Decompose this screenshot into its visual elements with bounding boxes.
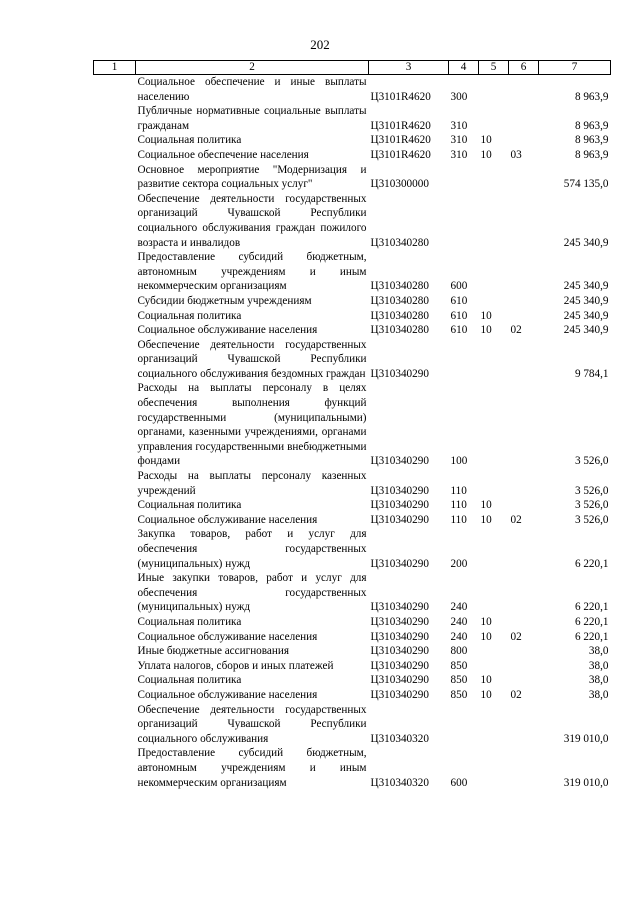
table-row: [94, 309, 611, 324]
table-row: [94, 571, 611, 615]
line-name: Публичные нормативные социальные выплаты гражданам: [137, 105, 367, 132]
amount: 38,0: [588, 688, 609, 701]
page-number: 202: [310, 37, 330, 52]
table-row: [94, 192, 611, 250]
table-row: [94, 469, 611, 498]
line-name: Расходы на выплаты персоналу в целях обеспечения выполнения функций государственными (муниципальными) органами, казенными учреждениями, органами управления государственными внебюджетными фондами: [137, 382, 367, 468]
section-code: 10: [480, 499, 492, 512]
section-code: 10: [480, 674, 492, 687]
empty-cell: [94, 513, 136, 528]
empty-cell: [94, 659, 136, 674]
section-code: 10: [480, 148, 492, 161]
budget-table: [93, 60, 611, 790]
column-number-6: 6: [509, 61, 539, 75]
amount: 245 340,9: [563, 309, 609, 322]
line-name: Социальное обеспечение населения: [137, 148, 309, 161]
amount: 3 526,0: [574, 513, 609, 526]
empty-cell: [94, 75, 136, 105]
line-name: Закупка товаров, работ и услуг для обеспечения государственных (муниципальных) нужд: [137, 528, 367, 570]
subsection-code: [509, 644, 539, 659]
subsection-code: [509, 309, 539, 324]
table-row: [94, 659, 611, 674]
amount: 38,0: [588, 659, 609, 672]
amount: 6 220,1: [574, 557, 609, 570]
line-name: Социальное обслуживание населения: [137, 324, 318, 337]
subsection-code: [509, 133, 539, 148]
target-code: Ц310340280: [370, 236, 429, 249]
target-code: Ц310340290: [370, 630, 429, 643]
empty-cell: [94, 688, 136, 703]
amount: 8 963,9: [574, 90, 609, 103]
amount: 3 526,0: [574, 499, 609, 512]
amount: 6 220,1: [574, 630, 609, 643]
expense-type-code: [449, 192, 479, 250]
table-row: [94, 513, 611, 528]
line-name: Расходы на выплаты персоналу казенных учреждений: [137, 470, 367, 497]
target-code: Ц310340320: [370, 776, 429, 789]
table-row: [94, 250, 611, 294]
target-code: Ц3101R4620: [370, 148, 431, 161]
table-row: [94, 294, 611, 309]
column-number-5: 5: [479, 61, 509, 75]
line-name: Социальная политика: [137, 499, 242, 512]
table-row: [94, 498, 611, 513]
expense-type-code: 850: [450, 688, 468, 701]
expense-type-code: 110: [450, 484, 467, 497]
expense-type-code: 600: [450, 776, 468, 789]
line-name: Уплата налогов, сборов и иных платежей: [137, 659, 334, 672]
amount: 245 340,9: [563, 236, 609, 249]
column-number-1: 1: [94, 61, 136, 75]
subsection-code: [509, 469, 539, 498]
section-code: 10: [480, 134, 492, 147]
target-code: Ц310340290: [370, 484, 429, 497]
subsection-code: [509, 163, 539, 192]
empty-cell: [94, 615, 136, 630]
expense-type-code: 600: [450, 280, 468, 293]
table-row: [94, 104, 611, 133]
empty-cell: [94, 250, 136, 294]
section-code: 10: [480, 513, 492, 526]
empty-cell: [94, 381, 136, 469]
amount: 245 340,9: [563, 294, 609, 307]
empty-cell: [94, 630, 136, 645]
column-number-4: 4: [449, 61, 479, 75]
amount: 8 963,9: [574, 134, 609, 147]
empty-cell: [94, 148, 136, 163]
table-row: [94, 527, 611, 571]
target-code: Ц3101R4620: [370, 119, 431, 132]
empty-cell: [94, 163, 136, 192]
target-code: Ц310340280: [370, 309, 429, 322]
column-number-row: [94, 61, 611, 75]
section-code: [479, 192, 509, 250]
section-code: [479, 469, 509, 498]
section-code: 10: [480, 688, 492, 701]
line-name: Предоставление субсидий бюджетным, автономным учреждениям и иным некоммерческим организациям: [137, 251, 367, 293]
subsection-code: [509, 498, 539, 513]
section-code: [479, 571, 509, 615]
line-name: Социальное обслуживание населения: [137, 513, 318, 526]
expense-type-code: 610: [450, 309, 468, 322]
table-row: [94, 644, 611, 659]
line-name: Социальная политика: [137, 615, 242, 628]
empty-cell: [94, 498, 136, 513]
amount: 3 526,0: [574, 484, 609, 497]
subsection-code: [509, 659, 539, 674]
expense-type-code: 310: [450, 119, 468, 132]
amount: 319 010,0: [563, 776, 609, 789]
table-row: [94, 148, 611, 163]
subsection-code: [509, 527, 539, 571]
expense-type-code: 100: [450, 455, 468, 468]
amount: 38,0: [588, 674, 609, 687]
empty-cell: [94, 469, 136, 498]
line-name: Основное мероприятие "Модернизация и развитие сектора социальных услуг": [137, 163, 367, 191]
empty-cell: [94, 323, 136, 338]
subsection-code: [509, 75, 539, 105]
subsection-code: 03: [510, 148, 522, 161]
subsection-code: [509, 338, 539, 382]
subsection-code: [509, 381, 539, 469]
amount: 574 135,0: [563, 178, 609, 191]
empty-cell: [94, 338, 136, 382]
line-name: Социальная политика: [137, 309, 242, 322]
empty-cell: [94, 133, 136, 148]
table-row: [94, 673, 611, 688]
line-name: Социальное обеспечение и иные выплаты населению: [137, 76, 367, 103]
section-code: [479, 527, 509, 571]
expense-type-code: 240: [450, 601, 468, 614]
expense-type-code: 610: [450, 294, 468, 307]
table-row: [94, 338, 611, 382]
section-code: [479, 250, 509, 294]
table-row: [94, 746, 611, 790]
table-row: [94, 688, 611, 703]
line-name: Обеспечение деятельности государственных организаций Чувашской Республики социального обслуживания: [137, 703, 367, 745]
expense-type-code: [449, 338, 479, 382]
line-name: Социальное обслуживание населения: [137, 688, 318, 701]
subsection-code: 02: [510, 688, 522, 701]
section-code: [479, 338, 509, 382]
target-code: Ц310340280: [370, 324, 429, 337]
table-row: [94, 133, 611, 148]
empty-cell: [94, 746, 136, 790]
table-row: [94, 381, 611, 469]
target-code: Ц310340290: [370, 615, 429, 628]
line-name: Обеспечение деятельности государственных организаций Чувашской Республики социального обслуживания граждан пожилого возраста и инвалидов: [137, 192, 367, 249]
expense-type-code: 240: [450, 615, 468, 628]
table-row: [94, 703, 611, 747]
subsection-code: [509, 192, 539, 250]
amount: 38,0: [588, 645, 609, 658]
target-code: Ц310340320: [370, 732, 429, 745]
table-row: [94, 615, 611, 630]
target-code: Ц310340280: [370, 294, 429, 307]
subsection-code: [509, 703, 539, 747]
subsection-code: [509, 104, 539, 133]
target-code: Ц310340290: [370, 601, 429, 614]
target-code: Ц310340290: [370, 674, 429, 687]
empty-cell: [94, 294, 136, 309]
subsection-code: [509, 294, 539, 309]
amount: 3 526,0: [574, 455, 609, 468]
section-code: [479, 104, 509, 133]
subsection-code: [509, 571, 539, 615]
line-name: Социальная политика: [137, 674, 242, 687]
expense-type-code: 200: [450, 557, 468, 570]
expense-type-code: 110: [450, 499, 467, 512]
line-name: Иные закупки товаров, работ и услуг для обеспечения государственных (муниципальных) нужд: [137, 572, 367, 614]
expense-type-code: 850: [450, 659, 468, 672]
line-name: Субсидии бюджетным учреждениям: [137, 294, 312, 307]
target-code: Ц310340290: [370, 455, 429, 468]
subsection-code: [509, 615, 539, 630]
section-code: [479, 659, 509, 674]
section-code: [479, 294, 509, 309]
table-row: [94, 630, 611, 645]
section-code: 10: [480, 324, 492, 337]
target-code: Ц3101R4620: [370, 90, 431, 103]
section-code: 10: [480, 615, 492, 628]
table-row: [94, 75, 611, 105]
empty-cell: [94, 673, 136, 688]
target-code: Ц310340290: [370, 659, 429, 672]
subsection-code: 02: [510, 630, 522, 643]
target-code: Ц310340290: [370, 367, 429, 380]
expense-type-code: 110: [450, 513, 467, 526]
subsection-code: [509, 746, 539, 790]
section-code: [479, 644, 509, 659]
amount: 6 220,1: [574, 615, 609, 628]
section-code: 10: [480, 630, 492, 643]
expense-type-code: 800: [450, 645, 468, 658]
amount: 319 010,0: [563, 732, 609, 745]
section-code: [479, 381, 509, 469]
column-number-3: 3: [369, 61, 449, 75]
line-name: Социальная политика: [137, 134, 242, 147]
line-name: Обеспечение деятельности государственных организаций Чувашской Республики социального обслуживания бездомных граждан: [137, 338, 367, 380]
amount: 245 340,9: [563, 280, 609, 293]
subsection-code: [509, 673, 539, 688]
column-number-2: 2: [136, 61, 369, 75]
amount: 8 963,9: [574, 148, 609, 161]
empty-cell: [94, 527, 136, 571]
target-code: Ц310340290: [370, 513, 429, 526]
amount: 6 220,1: [574, 601, 609, 614]
target-code: Ц310340290: [370, 499, 429, 512]
amount: 245 340,9: [563, 324, 609, 337]
empty-cell: [94, 644, 136, 659]
subsection-code: 02: [510, 324, 522, 337]
budget-rows: [94, 75, 611, 791]
target-code: Ц3101R4620: [370, 134, 431, 147]
target-code: Ц310340290: [370, 688, 429, 701]
empty-cell: [94, 104, 136, 133]
section-code: 10: [480, 309, 492, 322]
amount: 9 784,1: [574, 367, 609, 380]
expense-type-code: 310: [450, 148, 468, 161]
expense-type-code: 240: [450, 630, 468, 643]
expense-type-code: [449, 703, 479, 747]
expense-type-code: 610: [450, 324, 468, 337]
expense-type-code: 850: [450, 674, 468, 687]
target-code: Ц310340290: [370, 645, 429, 658]
empty-cell: [94, 309, 136, 324]
subsection-code: [509, 250, 539, 294]
line-name: Социальное обслуживание населения: [137, 630, 318, 643]
table-row: [94, 163, 611, 192]
amount: 8 963,9: [574, 119, 609, 132]
target-code: Ц310300000: [370, 178, 429, 191]
section-code: [479, 75, 509, 105]
column-number-7: 7: [539, 61, 611, 75]
expense-type-code: 300: [450, 90, 468, 103]
expense-type-code: 310: [450, 134, 468, 147]
section-code: [479, 746, 509, 790]
section-code: [479, 163, 509, 192]
table-row: [94, 323, 611, 338]
target-code: Ц310340290: [370, 557, 429, 570]
empty-cell: [94, 703, 136, 747]
empty-cell: [94, 192, 136, 250]
target-code: Ц310340280: [370, 280, 429, 293]
section-code: [479, 703, 509, 747]
line-name: Предоставление субсидий бюджетным, автономным учреждениям и иным некоммерческим организациям: [137, 747, 367, 789]
line-name: Иные бюджетные ассигнования: [137, 645, 289, 658]
expense-type-code: [449, 163, 479, 192]
empty-cell: [94, 571, 136, 615]
subsection-code: 02: [510, 513, 522, 526]
